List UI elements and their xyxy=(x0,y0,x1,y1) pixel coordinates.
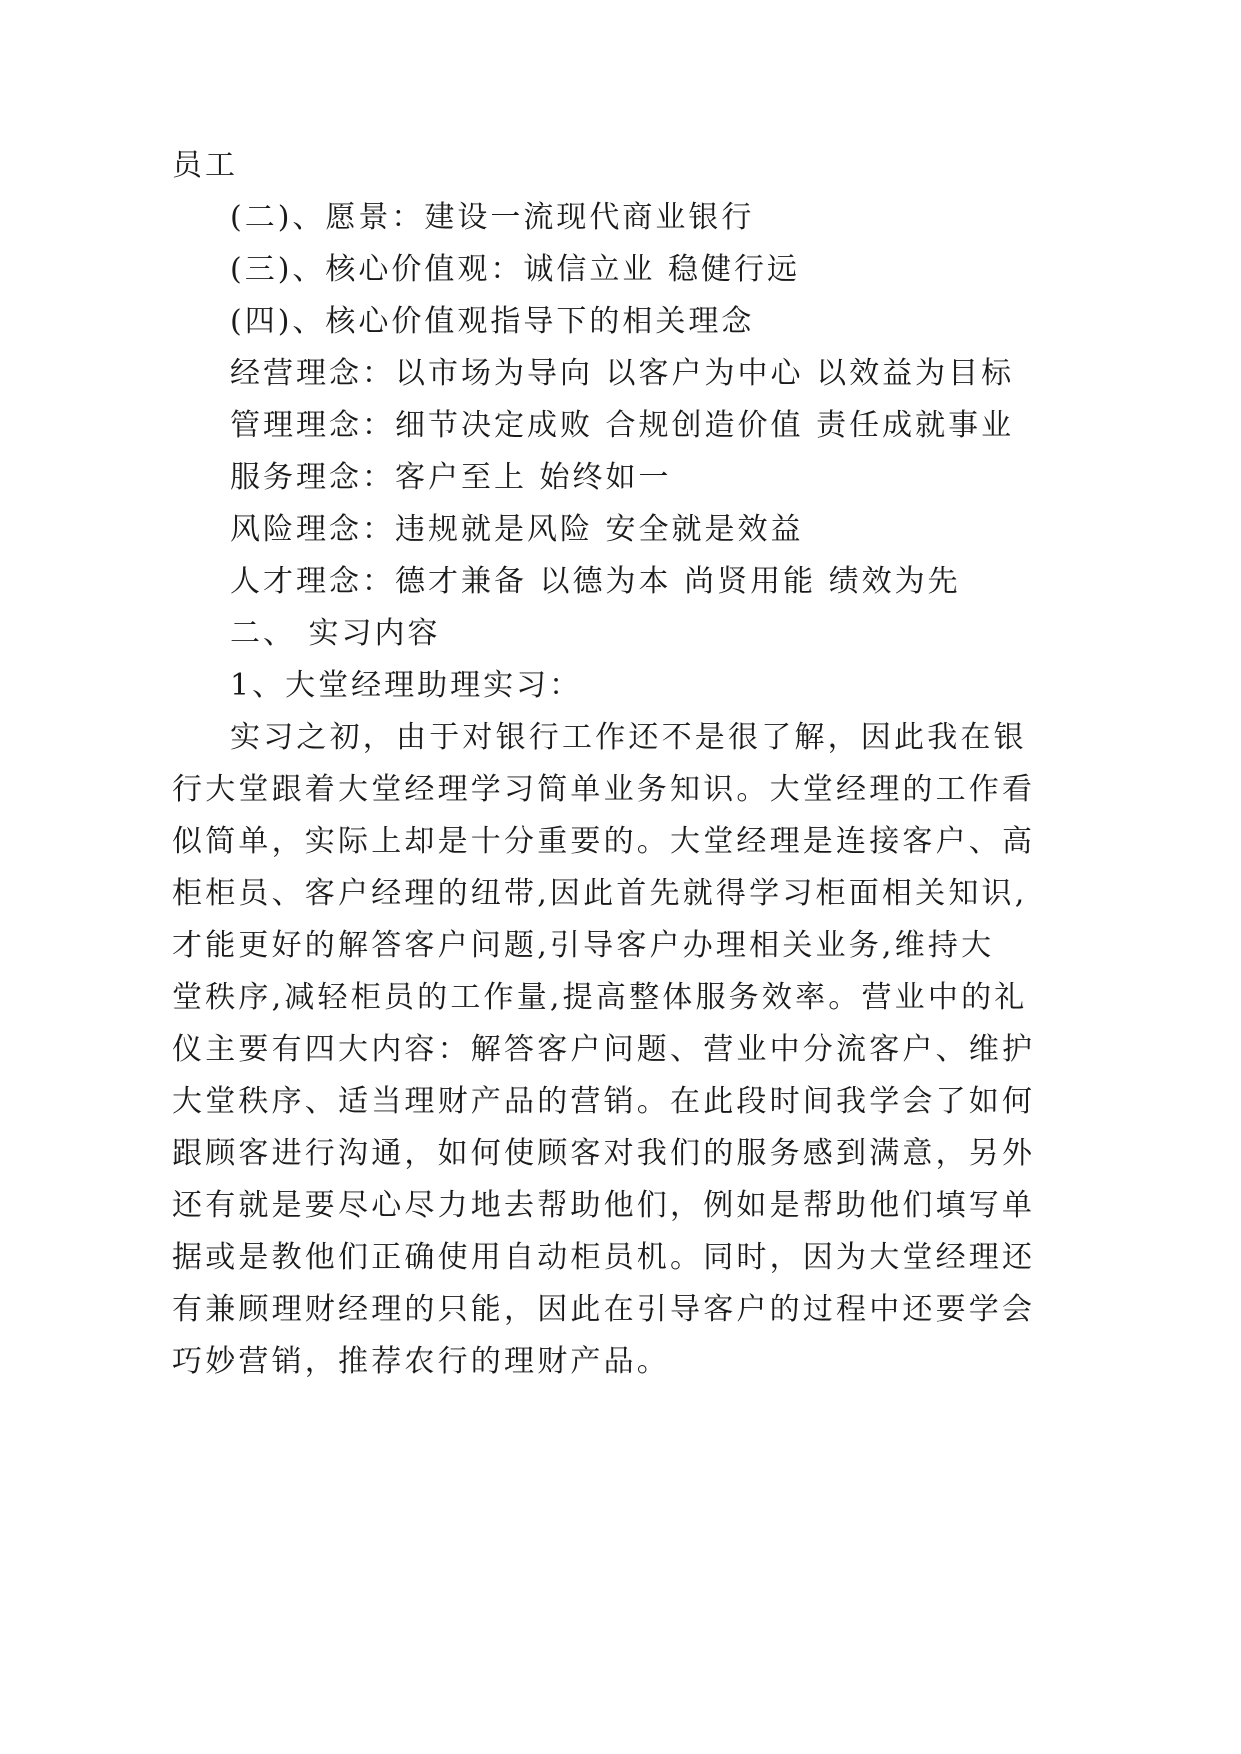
text-line-risk-concept: 风险理念：违规就是风险 安全就是效益 xyxy=(230,512,804,547)
paragraph-line: 堂秩序,减轻柜员的工作量,提高整体服务效率。营业中的礼 xyxy=(172,980,1028,1015)
paragraph-line: 大堂秩序、适当理财产品的营销。在此段时间我学会了如何 xyxy=(172,1084,1036,1119)
paragraph-line: 跟顾客进行沟通，如何使顾客对我们的服务感到满意，另外 xyxy=(172,1136,1036,1171)
section-heading-internship: 二、 实习内容 xyxy=(230,616,441,651)
text-line-continuation: 员工 xyxy=(172,148,238,183)
paragraph-line: 还有就是要尽心尽力地去帮助他们，例如是帮助他们填写单 xyxy=(172,1188,1036,1223)
text-line-service-concept: 服务理念：客户至上 始终如一 xyxy=(230,460,672,495)
paragraph-line: 巧妙营销，推荐农行的理财产品。 xyxy=(172,1344,670,1379)
paragraph-line: 有兼顾理财经理的只能，因此在引导客户的过程中还要学会 xyxy=(172,1292,1036,1327)
paragraph-line: 实习之初，由于对银行工作还不是很了解，因此我在银 xyxy=(230,720,1027,755)
paragraph-line: 仪主要有四大内容：解答客户问题、营业中分流客户、维护 xyxy=(172,1032,1036,1067)
paragraph-line: 行大堂跟着大堂经理学习简单业务知识。大堂经理的工作看 xyxy=(172,772,1036,807)
text-line-core-values: (三)、核心价值观：诚信立业 稳健行远 xyxy=(230,252,800,287)
paragraph-line: 才能更好的解答客户问题,引导客户办理相关业务,维持大 xyxy=(172,928,995,963)
text-line-talent-concept: 人才理念：德才兼备 以德为本 尚贤用能 绩效为先 xyxy=(230,564,961,599)
text-line-vision: (二)、愿景：建设一流现代商业银行 xyxy=(230,200,755,235)
paragraph-line: 据或是教他们正确使用自动柜员机。同时，因为大堂经理还 xyxy=(172,1240,1036,1275)
paragraph-line: 柜柜员、客户经理的纽带,因此首先就得学习柜面相关知识, xyxy=(172,876,1028,911)
text-line-management-concept: 管理理念：细节决定成败 合规创造价值 责任成就事业 xyxy=(230,408,1015,443)
text-line-business-concept: 经营理念：以市场为导向 以客户为中心 以效益为目标 xyxy=(230,356,1015,391)
text-line-related-concepts: (四)、核心价值观指导下的相关理念 xyxy=(230,304,755,339)
subheading-lobby-manager: 1、大堂经理助理实习： xyxy=(230,668,583,703)
paragraph-line: 似简单，实际上却是十分重要的。大堂经理是连接客户、高 xyxy=(172,824,1036,859)
